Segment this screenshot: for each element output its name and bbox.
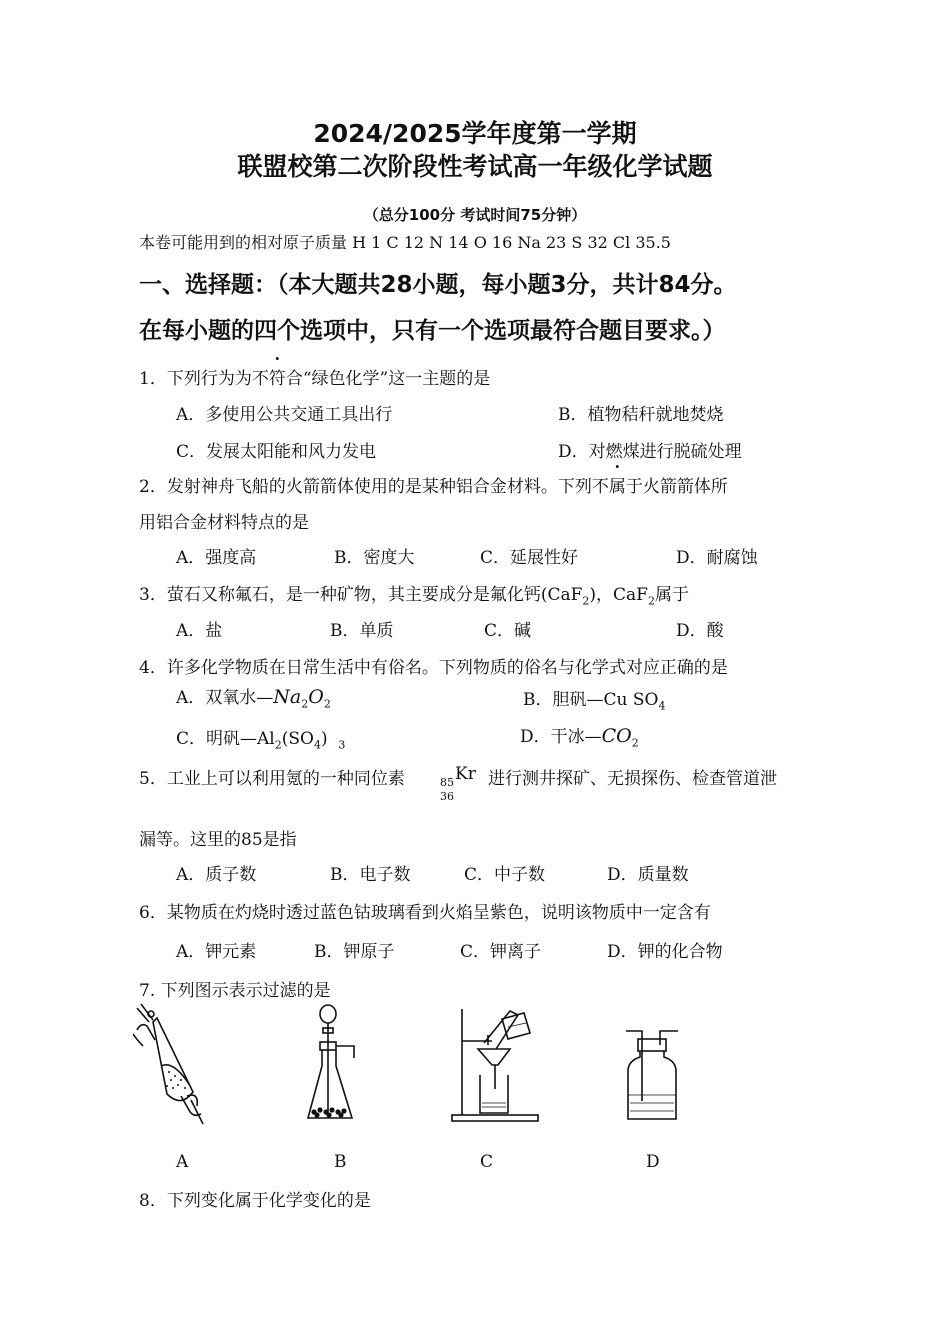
q6-option-a: A．钾元素 [176,942,257,962]
exam-year-line: 2024/2025学年度第一学期 [313,119,637,148]
figure-label-c: C [480,1152,494,1172]
q3-option-a: A．盐 [176,621,223,641]
section-heading-line1: 一、选择题：（本大题共28小题，每小题3分，共计84分。 [139,272,737,298]
q4-c-post: ) [320,729,328,749]
q5-atomic-number: 36 [440,790,454,803]
q4-c-sub-1: 2 [274,738,282,752]
q4-a-formula-2: O [308,686,324,708]
q4-a-formula-1: Na [273,686,302,708]
q1-option-b: B．植物秸秆就地焚烧 [558,405,724,425]
q4-d-formula: CO [601,725,632,747]
q4-a-label: A．双氧水— [176,688,274,708]
q1-option-c: C．发展太阳能和风力发电 [176,442,377,462]
q5-mass-number: 85 [440,776,454,789]
section-heading-line2: 在每小题的四个选项中，只有一个选项最符合题目要求。） [139,318,726,344]
figure-label-b: B [334,1152,347,1172]
q3-option-c: C．碱 [484,621,532,641]
q5-option-b: B．电子数 [330,865,411,885]
q4-c-sub-3: 3 [338,738,346,752]
q3-sub2: 2 [647,594,655,608]
q4-c-label: C．明矾—Al [176,729,275,749]
q4-a-sub-1: 2 [301,697,309,711]
figure-d-gas-washing-bottle [620,1025,690,1125]
q2-option-d: D．耐腐蚀 [676,548,758,568]
q4-option-b [523,685,665,712]
question-7-stem: 7. 下列图示表示过滤的是 [139,981,331,1001]
figure-b-flask-apparatus [300,1002,370,1127]
q1-option-a: A．多使用公共交通工具出行 [176,405,393,425]
q1-stem-pre: 1．下列行为为 [139,369,252,389]
figure-label-d: D [646,1152,660,1172]
q4-a-sub-2: 2 [323,697,331,711]
question-2-stem-line2: 用铝合金材料特点的是 [139,513,309,533]
q1-option-d: D．对燃煤进行脱硫处理 [558,442,742,462]
q4-b-label: B．胆矾—Cu SO [523,690,659,710]
q4-c-sub-2: 4 [313,738,321,752]
q2-stem-post: 火箭箭体所 [642,477,728,497]
question-1-stem [139,364,490,389]
q4-option-c [176,724,345,751]
q5-element-symbol: Kr [455,764,476,784]
question-2-stem [139,472,728,497]
q3-option-b: B．单质 [330,621,394,641]
question-5-stem-line2: 漏等。这里的85是指 [139,830,297,850]
q5-option-a: A．质子数 [176,865,257,885]
question-6-stem: 6．某物质在灼烧时透过蓝色钴玻璃看到火焰呈紫色，说明该物质中一定含有 [139,903,711,923]
q6-option-d: D．钾的化合物 [607,942,723,962]
q1-stem-post: “绿色化学”这一主题的是 [302,369,491,389]
q4-option-a [176,683,331,710]
figure-a-separatory-funnel [133,1000,213,1125]
q2-stem-pre: 2．发射神舟飞船的火箭箭体使用的是某种铝合金材料。下列 [139,477,592,497]
q1-emphasis: 不符合 [251,369,303,389]
q4-b-sub: 4 [658,699,666,713]
figure-c-filtration-setup [448,1005,543,1125]
q2-option-b: B．密度大 [334,548,415,568]
q3-option-d: D．酸 [676,621,724,641]
q2-emphasis: 不属于 [591,477,643,497]
q2-option-a: A．强度高 [176,548,257,568]
q4-d-label: D．干冰— [520,727,602,747]
exam-title: 联盟校第二次阶段性考试高一年级化学试题 [237,152,713,181]
q5-option-c: C．中子数 [464,865,546,885]
q6-option-c: C．钾离子 [460,942,542,962]
q3-sub1: 2 [582,594,590,608]
q3-stem-mid: )，CaF [589,585,648,605]
q4-d-sub: 2 [631,736,639,750]
q3-stem-post: 属于 [654,585,689,605]
q3-stem-pre: 3．萤石又称氟石，是一种矿物，其主要成分是氟化钙(CaF [139,585,583,605]
q4-c-mid: (SO [281,729,314,749]
q6-option-b: B．钾原子 [314,942,395,962]
q2-option-c: C．延展性好 [480,548,579,568]
q4-option-d [520,722,639,749]
atomic-masses: 本卷可能用到的相对原子质量 H 1 C 12 N 14 O 16 Na 23 S 32 Cl 35.5 [139,233,671,252]
question-5-stem-post: 进行测井探矿、无损探伤、检查管道泄 [488,769,777,789]
question-8-stem: 8．下列变化属于化学变化的是 [139,1191,371,1211]
q5-option-d: D．质量数 [607,865,689,885]
figure-label-a: A [176,1152,189,1172]
score-and-time: （总分100分 考试时间75分钟） [363,206,587,224]
question-5-stem-pre: 5．工业上可以利用氪的一种同位素 [139,769,405,789]
question-4-stem: 4．许多化学物质在日常生活中有俗名。下列物质的俗名与化学式对应正确的是 [139,658,728,678]
question-3-stem [139,580,689,607]
